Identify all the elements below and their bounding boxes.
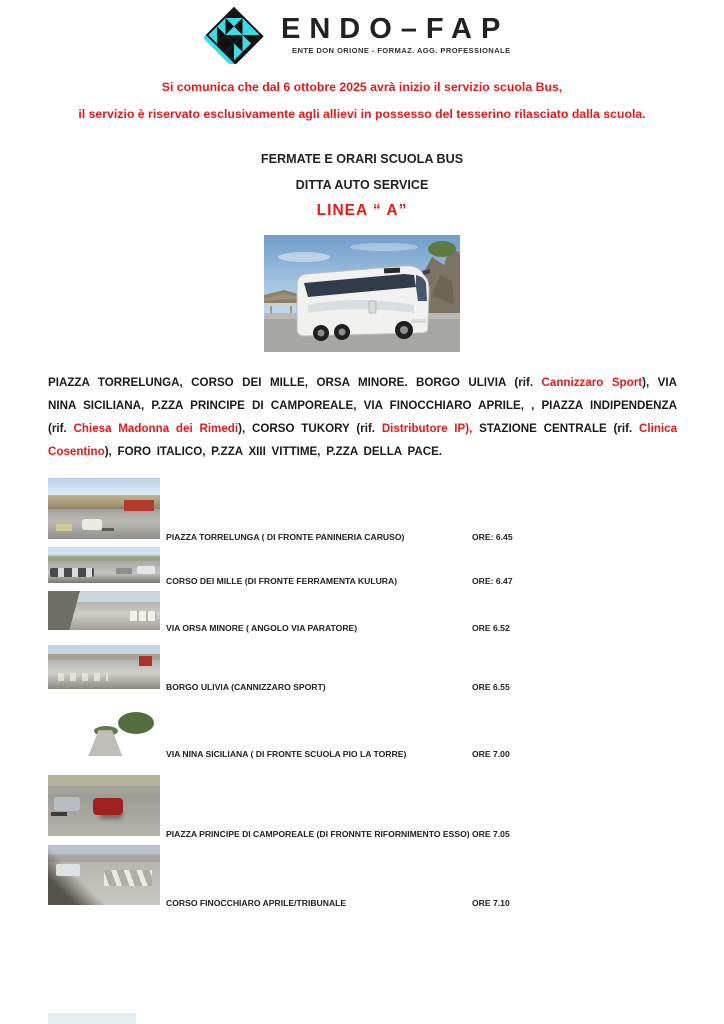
stop-time: ORE: 6.47	[472, 576, 513, 586]
stop-time: ORE 7.05	[472, 829, 510, 839]
street-view-borgo-ulivia-photo	[48, 645, 160, 689]
notice-line-1: Si comunica che dal 6 ottobre 2025 avrà inizio il servizio scuola Bus,	[161, 80, 563, 94]
endo-fap-logo-icon	[204, 6, 264, 64]
stop-time: ORE 7.00	[472, 749, 510, 759]
heading-ditta: DITTA AUTO SERVICE	[295, 178, 429, 192]
route-paragraph-segment: STAZIONE CENTRALE (rif.	[472, 422, 639, 435]
bus-photo	[264, 235, 460, 352]
street-view-corso-dei-mille-photo	[48, 547, 160, 583]
route-paragraph-segment: Cannizzaro Sport	[541, 376, 643, 389]
route-paragraph-segment: Clinica Cosentino	[48, 422, 678, 458]
brand-title: ENDO–FAP	[281, 13, 510, 45]
line-a-label: LINEA “ A”	[316, 202, 408, 219]
street-view-corso-finocchiaro-aprile-photo	[48, 845, 160, 905]
stop-label: BORGO ULIVIA (CANNIZZARO SPORT)	[166, 682, 326, 692]
route-paragraph-segment: Distributore IP),	[381, 422, 473, 435]
route-paragraph-segment: ), VIA NINA SICILIANA, P.ZZA PRINCIPE DI CAMPOREALE, VIA FINOCCHIARO APRILE, , PIAZZA INDIPENDENZA (rif.	[48, 376, 677, 435]
stop-label: VIA ORSA MINORE ( ANGOLO VIA PARATORE)	[166, 623, 358, 633]
stop-row	[48, 591, 677, 633]
notice-line-2: il servizio è riservato esclusivamente agli allievi in possesso del tesserino rilasciato dalla scuola.	[78, 107, 646, 121]
stop-time: ORE: 6.45	[472, 532, 513, 542]
stop-time: ORE 6.52	[472, 623, 510, 633]
street-view-via-nina-siciliana-photo	[48, 700, 160, 756]
stop-time: ORE 6.55	[472, 682, 510, 692]
street-view-via-orsa-minore-photo	[48, 591, 160, 630]
stop-row	[48, 478, 677, 542]
stop-row	[48, 645, 677, 692]
stop-label: CORSO DEI MILLE (DI FRONTE FERRAMENTA KULURA)	[166, 576, 398, 586]
brand-subtitle: ENTE DON ORIONE - FORMAZ. AGG. PROFESSIONALE	[292, 46, 511, 55]
stop-label: CORSO FINOCCHIARO APRILE/TRIBUNALE	[166, 898, 347, 908]
stop-row	[48, 547, 677, 586]
stop-time: ORE 7.10	[472, 898, 510, 908]
heading-fermate-orari: FERMATE E ORARI SCUOLA BUS	[260, 152, 464, 166]
partial-photo-sliver	[48, 1013, 136, 1024]
stop-label: PIAZZA PRINCIPE DI CAMPOREALE (DI FRONNTE RIFORNIMENTO ESSO)	[166, 829, 470, 839]
stop-row	[48, 775, 677, 839]
stop-row	[48, 700, 677, 759]
route-paragraph-segment: Chiesa Madonna dei Rimedi	[73, 422, 239, 435]
stop-label: VIA NINA SICILIANA ( DI FRONTE SCUOLA PIO LA TORRE)	[166, 749, 407, 759]
route-paragraph-segment: ), CORSO TUKORY (rif.	[238, 422, 382, 435]
route-paragraph	[48, 371, 677, 463]
stop-row	[48, 845, 677, 908]
street-view-piazza-torrelunga-photo	[48, 478, 160, 539]
stop-label: PIAZZA TORRELUNGA ( DI FRONTE PANINERIA CARUSO)	[166, 532, 405, 542]
street-view-piazza-principe-di-camporeale-photo	[48, 775, 160, 836]
route-paragraph-segment: ), FORO ITALICO, P.ZZA XIII VITTIME, P.ZZA DELLA PACE.	[104, 445, 443, 458]
route-paragraph-segment: PIAZZA TORRELUNGA, CORSO DEI MILLE, ORSA MINORE. BORGO ULIVIA (rif.	[48, 376, 542, 389]
